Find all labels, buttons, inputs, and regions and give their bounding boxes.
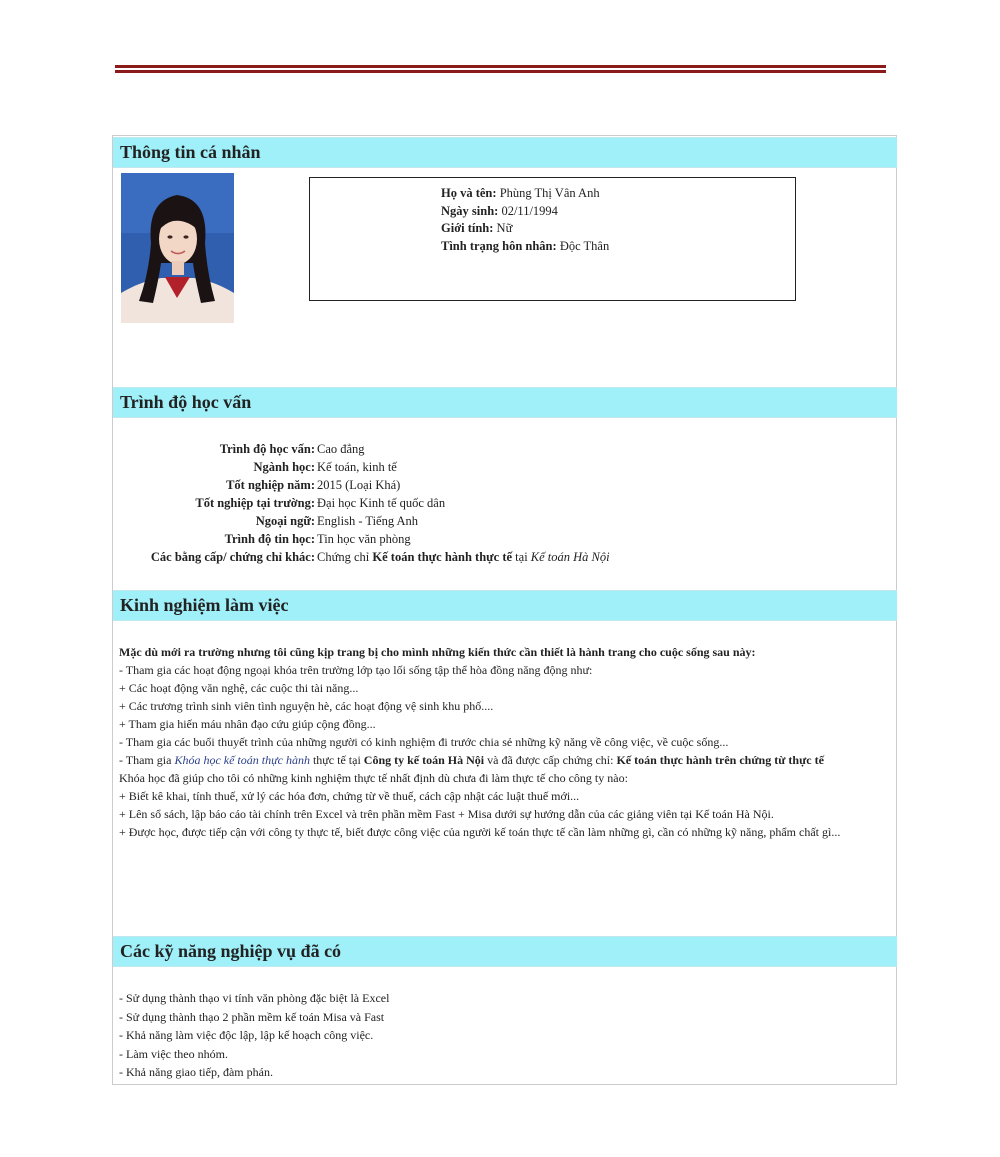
skill-item: - Khả năng làm việc độc lập, lập kế hoạch công việc.	[119, 1028, 374, 1042]
cert-issuer: Kế toán Hà Nội	[530, 550, 610, 564]
experience-item: + Các trương trình sinh viên tình nguyện hè, các hoạt động vệ sinh khu phố....	[119, 699, 494, 713]
section-header-experience: Kinh nghiệm làm việc	[113, 590, 897, 621]
education-label: Trình độ tin học:	[224, 532, 315, 546]
section-header-personal: Thông tin cá nhân	[113, 137, 897, 168]
skill-item: - Làm việc theo nhóm.	[119, 1046, 228, 1061]
experience-item: Khóa học đã giúp cho tôi có những kinh nghiệm thực tế nhất định dù chưa đi làm thực tế cho công ty nào:	[119, 771, 628, 785]
experience-item: + Biết kê khai, tính thuế, xử lý các hóa đơn, chứng từ về thuế, cách cập nhật các luật thuế mới...	[119, 789, 580, 803]
education-value: Cao đẳng	[317, 442, 365, 456]
education-row	[113, 512, 673, 530]
dob-value: 02/11/1994	[498, 203, 558, 218]
section-header-skills: Các kỹ năng nghiệp vụ đã có	[113, 936, 897, 967]
experience-course-line	[119, 751, 894, 769]
skills-content	[119, 989, 889, 1082]
skill-item: - Khả năng giao tiếp, đàm phán.	[119, 1065, 273, 1079]
course-post: và đã được cấp chứng chỉ:	[484, 753, 617, 767]
course-certificate: Kế toán thực hành trên chứng từ thực tế	[616, 753, 824, 767]
education-row	[113, 476, 673, 494]
dob-label: Ngày sinh:	[441, 203, 499, 218]
cert-prefix: Chứng chỉ	[317, 550, 373, 564]
experience-item: - Tham gia các buổi thuyết trình của những người có kinh nghiệm đi trước chia sẻ những kỹ năng về công việc, về cuộc sống...	[119, 735, 729, 749]
cert-name: Kế toán thực hành thực tế	[372, 550, 513, 564]
experience-item: - Tham gia các hoạt động ngoại khóa trên trường lớp tạo lối sống tập thể hòa đồng năng động như:	[119, 663, 593, 677]
education-row	[113, 440, 673, 458]
education-value: 2015 (Loại Khá)	[317, 478, 401, 492]
name-label: Họ và tên:	[441, 186, 497, 200]
course-mid: thực tế tại	[309, 753, 364, 767]
person-photo-icon	[121, 173, 234, 323]
name-value: Phùng Thị Vân Anh	[496, 186, 600, 200]
skill-item: - Sử dụng thành thạo 2 phần mềm kế toán Misa và Fast	[119, 1009, 385, 1024]
gender-label: Giới tính:	[441, 221, 494, 235]
top-decorative-rule	[115, 65, 886, 75]
section-header-education: Trình độ học vấn	[113, 387, 897, 418]
skill-item: - Sử dụng thành thạo vi tính văn phòng đặc biệt là Excel	[119, 991, 390, 1005]
experience-intro: Mặc dù mới ra trường nhưng tôi cũng kịp trang bị cho mình những kiến thức cần thiết là hành trang cho cuộc sống sau này:	[119, 645, 756, 659]
info-dob-line	[441, 203, 609, 221]
education-row	[113, 494, 673, 512]
info-marital-line	[441, 238, 609, 256]
education-value: Kế toán, kinh tế	[317, 460, 397, 474]
certificates-label: Các bằng cấp/ chứng chỉ khác:	[150, 550, 315, 564]
education-label: Tốt nghiệp năm:	[226, 478, 315, 492]
education-label: Tốt nghiệp tại trường:	[195, 496, 315, 510]
info-name-line	[441, 185, 609, 203]
education-row	[113, 458, 673, 476]
experience-item: + Các hoạt động văn nghệ, các cuộc thi tài năng...	[119, 681, 359, 695]
cert-mid: tại	[512, 550, 531, 564]
education-value: English - Tiếng Anh	[317, 514, 419, 528]
education-row-certificates	[113, 548, 673, 566]
experience-item: + Được học, được tiếp cận với công ty thực tế, biết được công việc của người kế toán thực tế cần làm những gì, cần có những kỹ năng, phẩm chất gì...	[119, 825, 841, 839]
education-value: Tin học văn phòng	[317, 532, 411, 546]
education-row	[113, 530, 673, 548]
course-company: Công ty kế toán Hà Nội	[363, 753, 485, 767]
experience-item: + Lên sổ sách, lập báo cáo tài chính trên Excel và trên phần mềm Fast + Misa dưới sự hướng dẫn của các giảng viên tại Kế toán Hà Nội.	[119, 807, 774, 821]
experience-content	[119, 643, 894, 841]
marital-label: Tình trạng hôn nhân:	[441, 238, 557, 253]
certificates-value	[317, 548, 610, 566]
gender-value: Nữ	[493, 221, 513, 235]
experience-item: + Tham gia hiến máu nhân đạo cứu giúp cộng đồng...	[119, 717, 376, 731]
education-label: Ngoại ngữ:	[255, 514, 315, 528]
marital-value: Độc Thân	[556, 238, 610, 253]
personal-info-box	[309, 177, 796, 301]
education-label: Ngành học:	[253, 460, 315, 474]
profile-photo	[121, 173, 234, 323]
education-label: Trình độ học vấn:	[219, 442, 315, 456]
course-link[interactable]: Khóa học kế toán thực hành	[174, 753, 310, 767]
course-prefix: - Tham gia	[119, 753, 175, 767]
education-value: Đại học Kinh tế quốc dân	[317, 496, 446, 510]
info-gender-line	[441, 220, 609, 238]
